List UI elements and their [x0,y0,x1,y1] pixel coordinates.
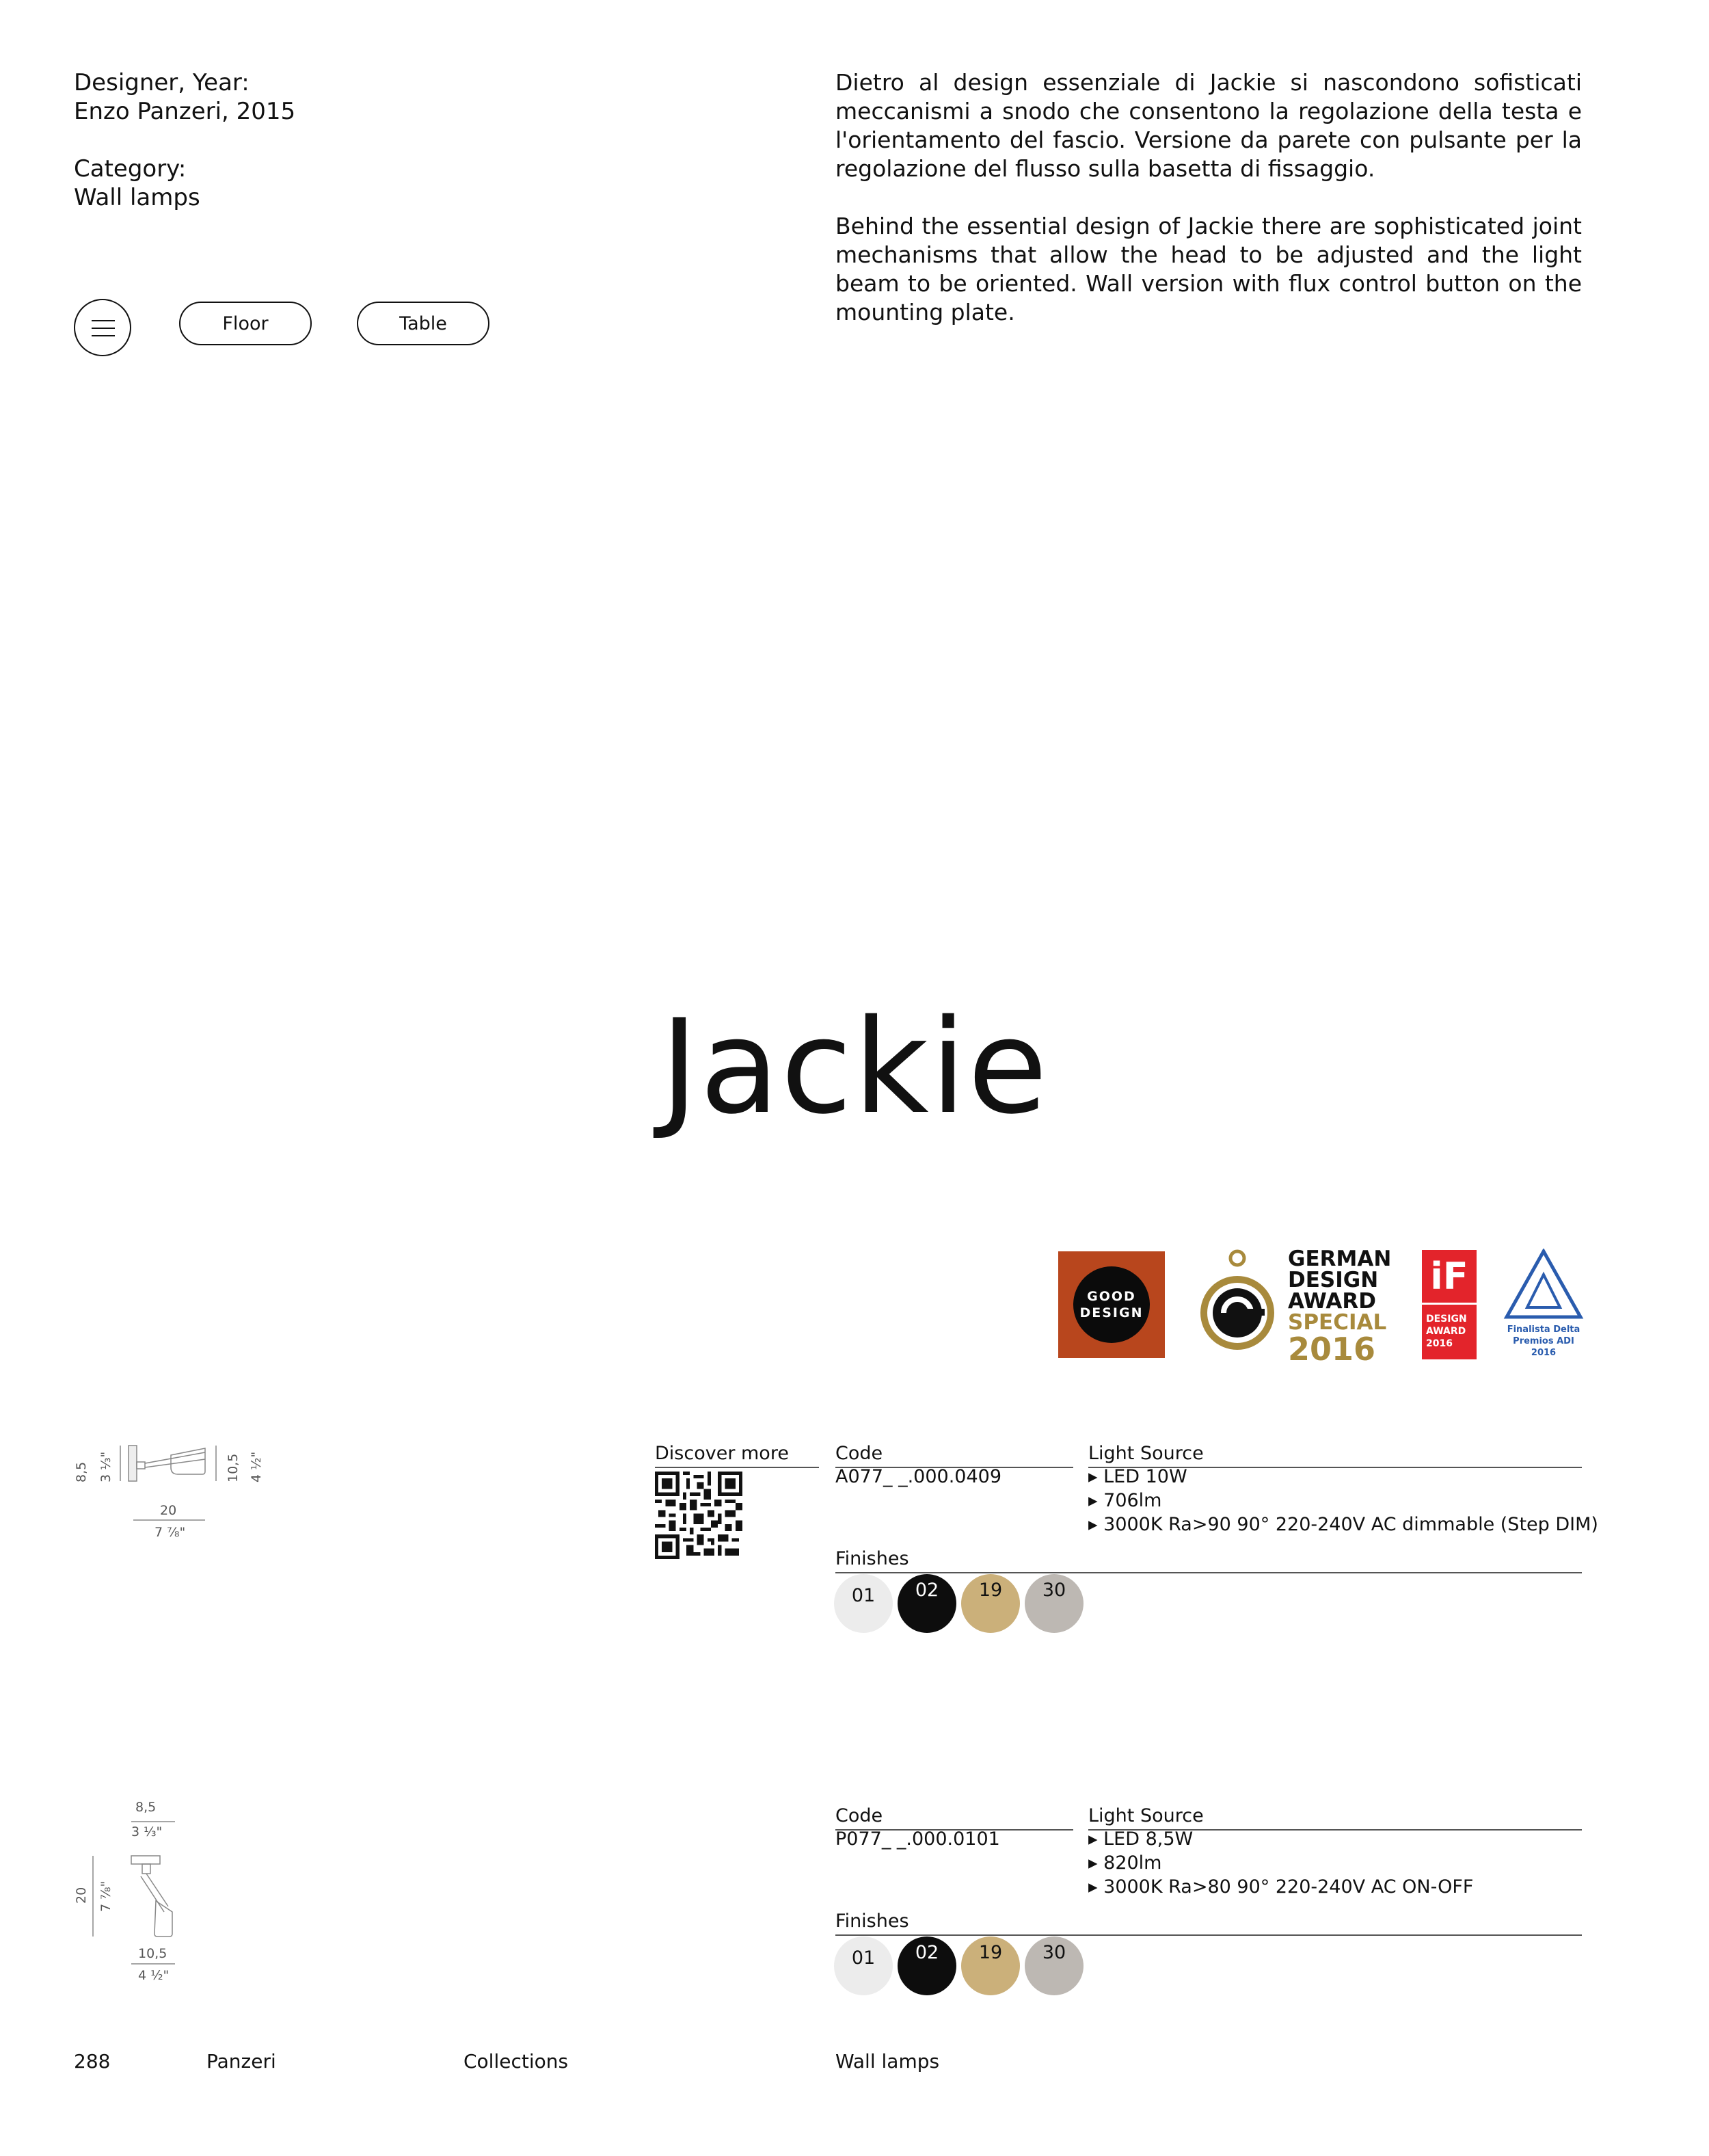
footer-brand: Panzeri [206,2050,276,2073]
product-1-light-label: Light Source [1088,1443,1582,1468]
if-line-3: 2016 [1426,1338,1453,1349]
product-title: Jackie [660,992,1049,1143]
product-2-specs [1088,1827,1473,1899]
dim-width-cm: 10,5 [138,1946,167,1961]
designer-label: Designer, Year: [74,69,250,96]
dim-width-in: 7 ⅞" [154,1525,186,1540]
finish-swatch-02[interactable]: 02 [898,1574,956,1633]
finish-swatch-02[interactable]: 02 [898,1937,956,1995]
dim-width-in: 4 ½" [138,1968,170,1983]
finish-swatch-01[interactable]: 01 [834,1574,893,1633]
finish-swatch-30[interactable]: 30 [1025,1574,1084,1633]
category-value: Wall lamps [74,184,200,211]
product-2-code-label: Code [835,1805,1073,1831]
german-design-award-icon [1198,1249,1280,1361]
if-line-1: DESIGN [1426,1314,1467,1325]
dim-height2-cm: 10,5 [226,1453,241,1482]
adi-line-2: Premios ADI [1513,1336,1574,1346]
dim-height-cm: 8,5 [74,1461,89,1482]
if-design-award-logo [1422,1250,1477,1359]
product-1-code-value: A077_ _.000.0409 [835,1466,1001,1487]
product-1-dimension-diagram [68,1436,273,1559]
finish-swatch-30[interactable]: 30 [1025,1937,1084,1995]
dim-top-in: 3 ⅓" [131,1824,163,1839]
finish-swatch-19[interactable]: 19 [961,1937,1020,1995]
dim-height2-in: 4 ½" [249,1451,264,1482]
description-italian: Dietro al design essenziale di Jackie si nascondono sofisticati meccanismi a snodo che consentono la regolazione della testa e l'orientamento del fascio. Versione da parete con pulsante per la regolazione del flusso sulla basetta di fissaggio. [835,69,1582,182]
gda-line-4: SPECIAL [1288,1310,1387,1335]
gda-line-5: 2016 [1288,1331,1376,1368]
if-brand: iF [1422,1250,1477,1305]
footer-section[interactable]: Collections [463,2050,569,2073]
qr-code[interactable] [655,1472,742,1559]
meta-block [74,68,295,212]
description [835,68,1582,356]
finish-swatch-01[interactable]: 01 [834,1937,893,1995]
gda-line-3: AWARD [1288,1289,1376,1314]
product-2-code-value: P077_ _.000.0101 [835,1828,1000,1850]
dim-height-in: 7 ⅞" [98,1880,113,1912]
product-1-code-label: Code [835,1443,1073,1468]
adi-line-1: Finalista Delta [1507,1325,1580,1335]
product-2-finishes [834,1937,1084,1995]
description-english: Behind the essential design of Jackie there are sophisticated joint mechanisms that allow the head to be adjusted and the light beam to be oriented. Wall version with flux control button on the mounting plate. [835,213,1582,325]
gda-line-2: DESIGN [1288,1268,1379,1292]
discover-more-label: Discover more [655,1443,819,1468]
hamburger-menu-icon [92,320,115,321]
product-2-dimension-diagram [68,1800,191,1991]
adi-award-logo [1501,1249,1586,1361]
spec-item: ▸ 3000K Ra>80 90° 220-240V AC ON-OFF [1088,1876,1474,1898]
spec-item: ▸ LED 8,5W [1088,1828,1194,1850]
dim-width-cm: 20 [160,1503,177,1518]
dim-height-cm: 20 [74,1887,89,1904]
product-2-finishes-label: Finishes [835,1911,1582,1936]
gda-line-1: GERMAN [1288,1247,1392,1271]
menu-button[interactable] [74,299,131,356]
spec-item: ▸ 3000K Ra>90 90° 220-240V AC dimmable (Step DIM) [1088,1514,1598,1535]
designer-value: Enzo Panzeri, 2015 [74,98,296,125]
product-1-finishes-label: Finishes [835,1548,1582,1573]
product-1-specs [1088,1465,1598,1536]
footer-category[interactable]: Wall lamps [835,2050,940,2073]
finish-swatch-19[interactable]: 19 [961,1574,1020,1633]
good-design-text-1: GOOD [1087,1289,1136,1304]
spec-item: ▸ 706lm [1088,1490,1162,1511]
if-line-2: AWARD [1426,1326,1466,1337]
german-design-award-logo [1198,1247,1392,1368]
product-2-light-label: Light Source [1088,1805,1582,1831]
good-design-award-logo [1058,1251,1165,1358]
floor-button[interactable]: Floor [179,302,312,345]
dim-height-in: 3 ⅓" [98,1451,113,1482]
spec-item: ▸ 820lm [1088,1852,1162,1874]
qr-code-icon [655,1472,742,1559]
product-1-finishes [834,1574,1084,1633]
category-label: Category: [74,155,187,183]
adi-line-3: 2016 [1531,1348,1557,1358]
table-button[interactable]: Table [357,302,489,345]
dim-top-cm: 8,5 [135,1800,157,1815]
good-design-text-2: DESIGN [1079,1305,1144,1320]
spec-item: ▸ LED 10W [1088,1466,1187,1487]
delta-triangle-icon [1501,1249,1586,1320]
footer-page-number: 288 [74,2050,111,2073]
